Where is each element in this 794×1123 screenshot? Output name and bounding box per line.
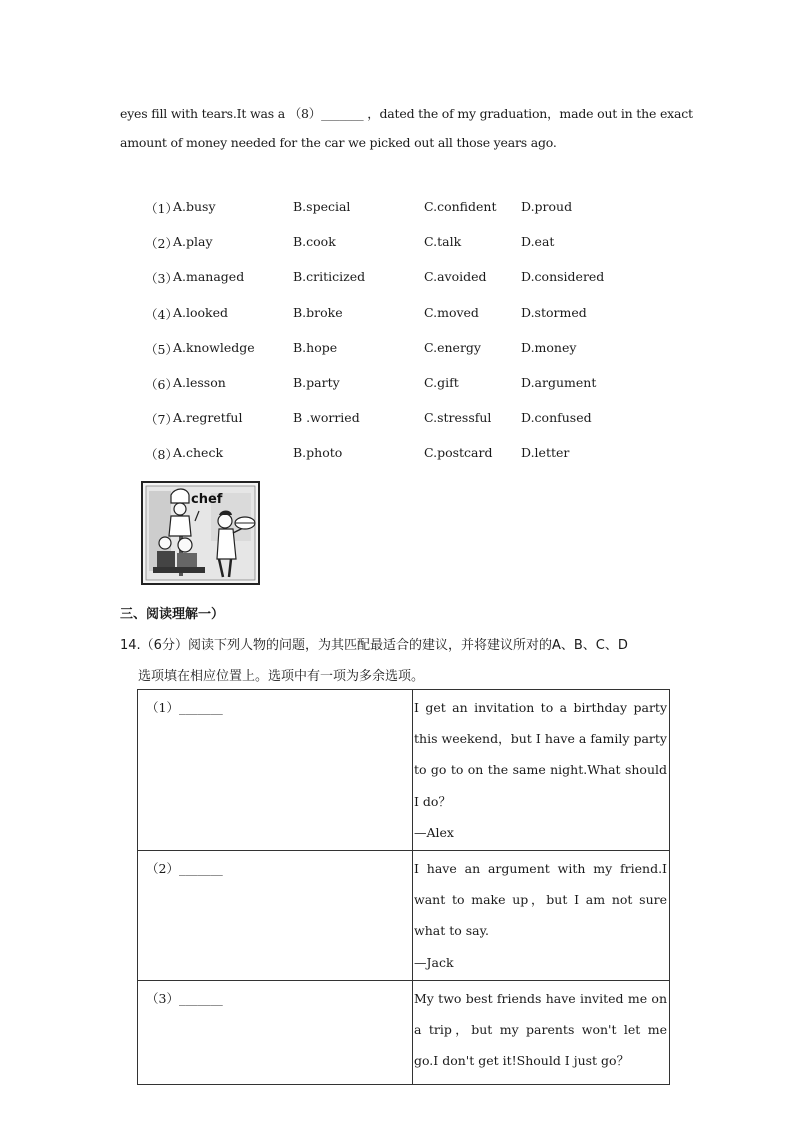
option-d: D.argument: [521, 374, 597, 390]
option-c: C.moved: [424, 304, 479, 320]
signature: —Jack: [414, 954, 454, 970]
problem-text: I have an argument with my friend.I want to make up，but I am not sure what to say.: [414, 861, 667, 939]
option-a: A.lesson: [173, 374, 226, 390]
option-c: C.postcard: [424, 445, 493, 461]
option-a: A.busy: [173, 199, 216, 214]
signature: —Alex: [414, 824, 454, 840]
option-a: A.regretful: [173, 410, 243, 426]
problem-cell: [413, 690, 670, 851]
option-c: C.confident: [424, 199, 497, 214]
problem-text: My two best friends have invited me on a trip，but my parents won't let me go.I don't get it!Should I just go？: [414, 990, 667, 1069]
option-a: A.looked: [173, 304, 229, 320]
option-number: （8）: [145, 447, 178, 463]
option-d: D.confused: [521, 410, 592, 426]
option-a: A.managed: [173, 269, 245, 285]
problem-cell: [413, 851, 670, 981]
table-row: [138, 980, 670, 1084]
option-b: B.cook: [293, 234, 336, 250]
passage-line-1: eyes fill with tears.It was a （8）_______ ，dated the of my graduation，made out in the exact: [120, 106, 693, 121]
answer-blank: （3）_______: [138, 980, 413, 1084]
table-row: [138, 690, 670, 851]
option-number: （7）: [145, 412, 178, 428]
option-b: B.broke: [293, 304, 343, 320]
option-d: D.eat: [521, 234, 555, 250]
option-b: B.hope: [293, 339, 338, 355]
option-c: C.stressful: [424, 410, 492, 426]
answer-blank: （1）_______: [138, 690, 413, 851]
option-a: A.check: [173, 445, 224, 461]
chef-cartoon-icon: [141, 481, 260, 585]
option-b: B.photo: [293, 445, 343, 461]
section-title: 三、阅读理解一）: [120, 607, 225, 622]
passage-line-2: amount of money needed for the car we picked out all those years ago.: [120, 135, 557, 150]
table-row: [138, 851, 670, 981]
option-number: （3）: [145, 271, 178, 287]
problem-cell: [413, 980, 670, 1084]
option-a: A.knowledge: [173, 339, 255, 355]
option-number: （4）: [145, 306, 178, 322]
option-a: A.play: [173, 234, 213, 250]
option-c: C.gift: [424, 374, 459, 390]
option-b: B.special: [293, 199, 351, 214]
option-number: （1）: [145, 201, 178, 216]
answer-blank: （2）_______: [138, 851, 413, 981]
option-c: C.avoided: [424, 269, 487, 285]
option-number: （5）: [145, 341, 178, 357]
matching-table: [137, 689, 670, 1085]
option-c: C.talk: [424, 234, 462, 250]
option-d: D.stormed: [521, 304, 587, 320]
option-number: （6）: [145, 376, 178, 392]
option-b: B.party: [293, 374, 340, 390]
option-b: B.criticized: [293, 269, 366, 285]
option-d: D.proud: [521, 199, 573, 214]
question-line-2: 选项填在相应位置上。选项中有一项为多余选项。: [138, 669, 425, 684]
option-number: （2）: [145, 236, 178, 252]
option-d: D.money: [521, 339, 577, 355]
option-d: D.letter: [521, 445, 570, 461]
picture-label: chef: [191, 492, 223, 507]
option-c: C.energy: [424, 339, 481, 355]
problem-text: I get an invitation to a birthday party this weekend，but I have a family party to go to on the same night.What should I do？: [414, 700, 667, 809]
option-d: D.considered: [521, 269, 605, 285]
question-line-1: 14.（6分）阅读下列人物的问题，为其匹配最适合的建议，并将建议所对的A、B、C、D: [120, 638, 628, 653]
option-b: B .worried: [293, 410, 360, 426]
